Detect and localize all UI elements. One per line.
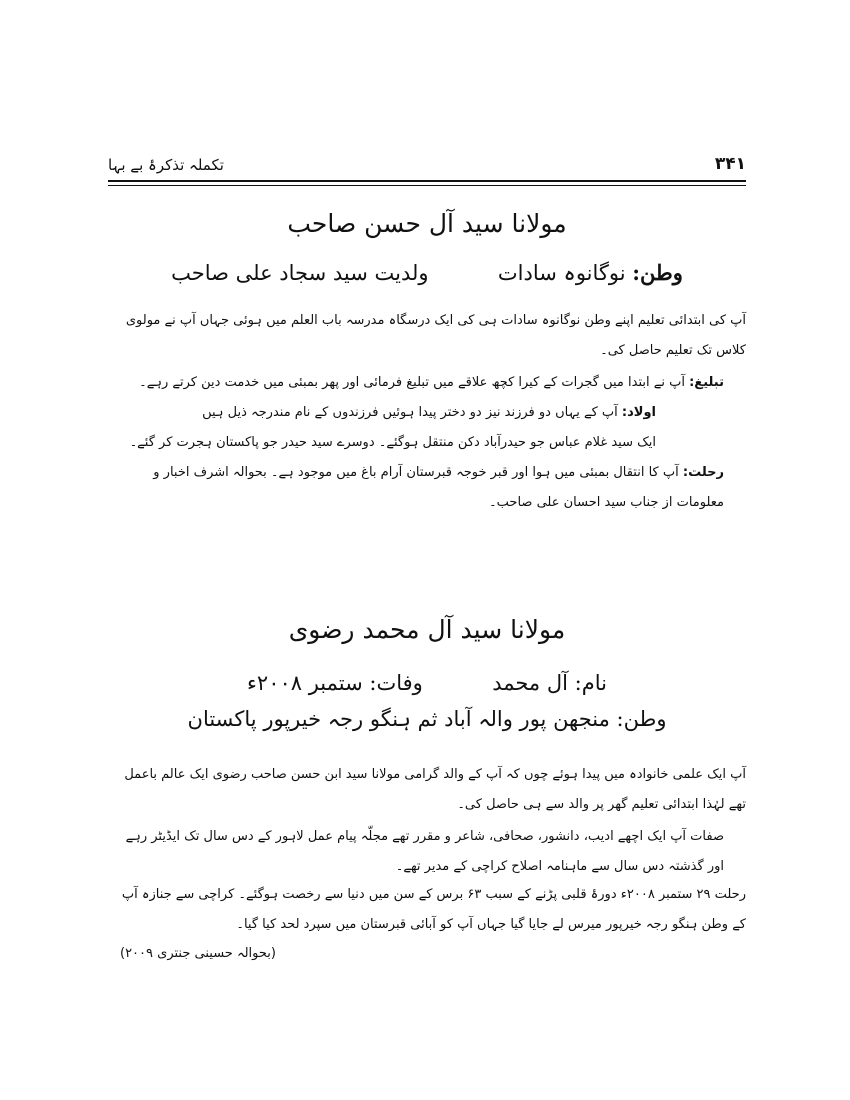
rehlat-label: رحلت: <box>682 465 724 480</box>
entry1-parentage: ولدیت سید سجاد علی صاحب <box>171 261 429 285</box>
header-rule-thin <box>108 185 746 186</box>
aulad-label: اولاد: <box>621 405 656 420</box>
entry2-name-line <box>108 670 746 696</box>
entry1-rehlat <box>108 458 746 518</box>
entry2-naam: نام: آل محمد <box>492 671 607 695</box>
header-rule-thick <box>108 180 746 182</box>
entry1-subline <box>108 260 746 286</box>
entry1-watan: نوگانوہ سادات <box>497 261 626 285</box>
tableegh-label: تبلیغ: <box>689 375 724 390</box>
entry1-aulad <box>108 398 746 428</box>
entry2-para3: رحلت ۲۹ ستمبر ۲۰۰۸ء دورۂ قلبی پڑنے کے سبب ۶۳ برس کے سن میں دنیا سے رخصت ہوگئے۔ کراچی سے جنازہ آپ کے وطن ہنگو رجہ خیرپور میرس لے جایا گیا جہاں آپ کو آبائی قبرستان میں سپرد لحد کیا گیا۔ <box>121 887 746 932</box>
rehlat-text: آپ کا انتقال بمبئی میں ہوا اور قبر خوجہ قبرستان آرام باغ میں موجود ہے۔ بحوالہ اشرف اخبار و معلومات از جناب سید احسان علی صاحب۔ <box>153 465 724 510</box>
entry2-title: مولانا سید آل محمد رضوی <box>288 615 566 644</box>
tableegh-text: آپ نے ابتدا میں گجرات کے کیرا کچھ علاقے میں تبلیغ فرمائی اور پھر بمبئی میں خدمت دین کرتے رہے۔ <box>139 375 685 390</box>
entry2-source: (بحوالہ حسینی جنتری ۲۰۰۹) <box>120 946 276 961</box>
running-title: تکملہ تذکرۂ بے بہا <box>108 156 224 174</box>
running-header <box>108 148 746 174</box>
entry1-aulad-line2: ایک سید غلام عباس جو حیدرآباد دکن منتقل ہوگئے۔ دوسرے سید حیدر جو پاکستان ہجرت کر گئے۔ <box>129 435 656 450</box>
entry1-title: مولانا سید آل حسن صاحب <box>287 209 567 238</box>
entry2-para1: آپ ایک علمی خانوادہ میں پیدا ہوئے چوں کہ آپ کے والد گرامی مولانا سید ابن حسن صاحب رضوی ایک عالم باعمل تھے لہٰذا ابتدائی تعلیم گھر پر والد سے ہی حاصل کی۔ <box>124 767 746 812</box>
entry2-watan: وطن: منجھن پور والہ آباد ثم ہنگو رجہ خیرپور پاکستان <box>187 707 667 731</box>
entry2-wafat: وفات: ستمبر ۲۰۰۸ء <box>247 671 423 695</box>
page-number: ۳۴۱ <box>714 154 746 174</box>
entry1-watan-label: وطن: <box>632 260 683 285</box>
entry1-para1: آپ کی ابتدائی تعلیم اپنے وطن نوگانوہ سادات ہی کی ایک درسگاہ مدرسہ باب العلم میں ہوئی جہاں آپ نے مولوی کلاس تک تعلیم حاصل کی۔ <box>125 313 746 358</box>
entry2-para2: صفات آپ ایک اچھے ادیب، دانشور، صحافی، شاعر و مقرر تھے مجلّہ پیام عمل لاہور کے دس سال تک ایڈیٹر رہے اور گذشتہ دس سال سے ماہنامہ اصلاح کراچی کے مدیر تھے۔ <box>125 829 724 874</box>
entry1-tableegh <box>108 368 746 398</box>
aulad-text: آپ کے یہاں دو فرزند نیز دو دختر پیدا ہوئیں فرزندوں کے نام مندرجہ ذیل ہیں <box>202 405 618 420</box>
